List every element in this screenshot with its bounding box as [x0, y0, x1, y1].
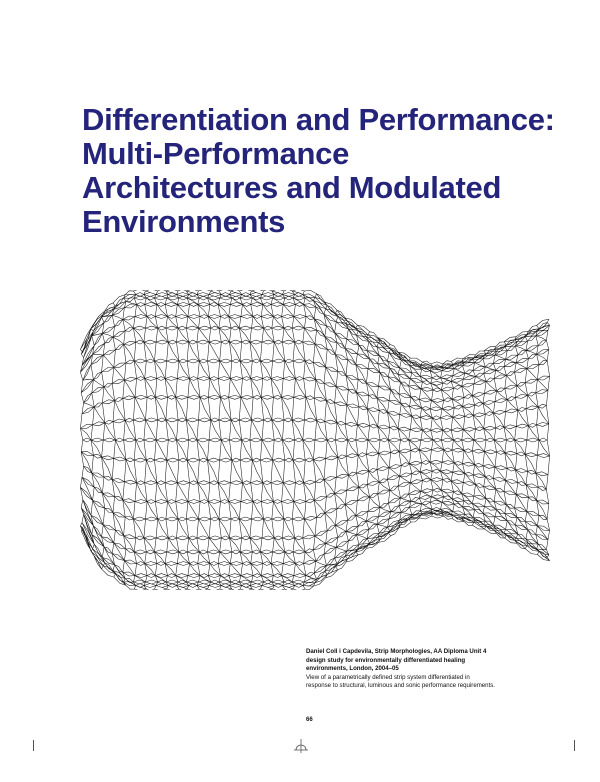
figure-caption: [306, 648, 556, 691]
wireframe-mesh: [80, 290, 549, 590]
caption-description-line: response to structural, luminous and sonic performance requirements.: [306, 682, 495, 690]
title-line: Differentiation and Performance:: [82, 102, 555, 137]
crop-mark-right: [574, 740, 575, 751]
title-line: Multi-Performance: [82, 136, 350, 171]
crop-mark-left: [33, 740, 34, 751]
caption-credit-line: design study for environmentally differentiated healing: [306, 656, 466, 664]
caption-credit-line: environments, London, 2004–05: [306, 665, 399, 673]
page-title: [82, 103, 582, 239]
caption-description-line: View of a parametrically defined strip system differentiated in: [306, 673, 470, 681]
title-line: Architectures and Modulated: [82, 170, 502, 205]
page-number: 66: [306, 717, 313, 723]
registration-mark-icon: [293, 739, 309, 753]
title-line: Environments: [82, 204, 286, 239]
strip-morphology-wireframe: [78, 290, 552, 590]
caption-credit-line: Daniel Coll i Capdevila, Strip Morphologies, AA Diploma Unit 4: [306, 648, 487, 655]
